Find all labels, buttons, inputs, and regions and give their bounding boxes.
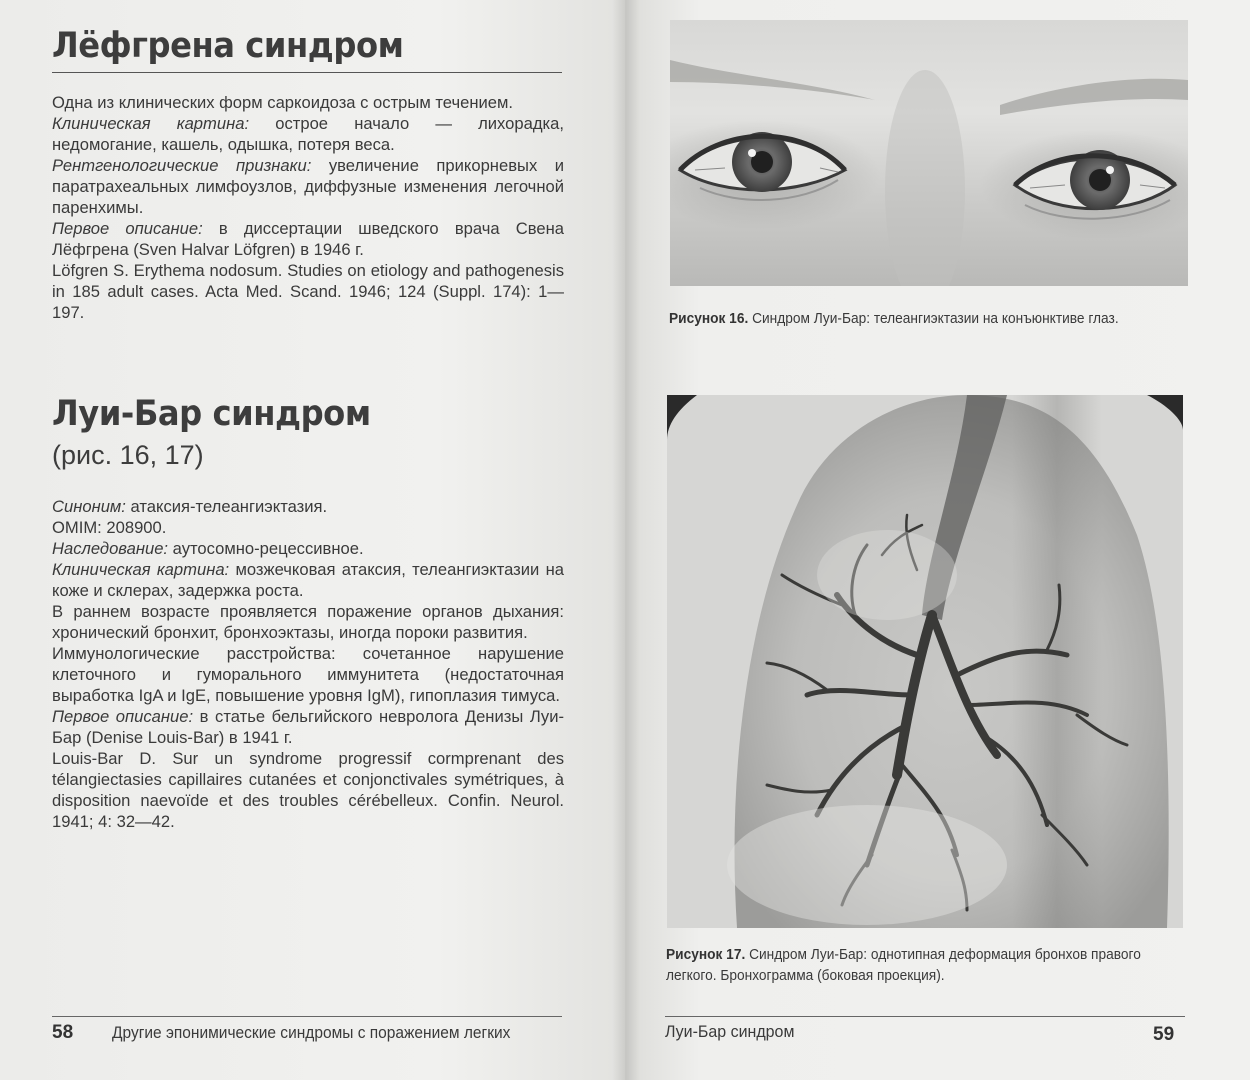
paragraph-text: в статье бельгийского невролога Денизы Луи-Бар (Denise Louis-Bar) в 1941 г.	[52, 707, 564, 747]
figure-label: Рисунок 16.	[669, 311, 749, 327]
paragraph-text: атаксия-телеангиэктазия.	[125, 497, 328, 516]
paragraph-text: острое начало — лихорадка, недомогание, кашель, одышка, потеря веса.	[52, 114, 564, 154]
paragraph	[52, 517, 564, 538]
running-title: Луи-Бар синдром	[665, 1022, 795, 1041]
section-subtitle: (рис. 16, 17)	[52, 440, 204, 470]
paragraph-text: Иммунологические расстройства: сочетанное нарушение клеточного и гуморального иммунитета (недостаточная выработка IgA и IgE, повышение уровня IgM), гипоплазия тимуса.	[52, 644, 564, 705]
paragraph-text: В раннем возрасте проявляется поражение органов дыхания: хронический бронхит, бронхоэктазы, иногда пороки развития.	[52, 602, 564, 642]
running-title: Другие эпонимические синдромы с поражением легких	[112, 1024, 511, 1042]
paragraph-label: Первое описание:	[52, 219, 203, 238]
paragraph	[52, 92, 564, 113]
paragraph-text: в диссертации шведского врача Свена Лёфгрена (Sven Halvar Löfgren) в 1946 г.	[52, 219, 564, 259]
figure-caption-text: Синдром Луи-Бар: однотипная деформация бронхов правого легкого. Бронхограмма (боковая проекция).	[666, 947, 1141, 984]
paragraph	[52, 601, 564, 643]
reference	[52, 260, 564, 323]
reference-text: Louis-Bar D. Sur un syndrome progressif cormprenant des télangiectasies capillaires cutanées et conjonctivales symétriques, à disposition naevoïde et des troubles cérébelleux. Confin. Neurol. 1941; 4: 32—42.	[52, 749, 564, 831]
paragraph	[52, 218, 564, 260]
footer-rule	[665, 1016, 1185, 1017]
figure-16-caption	[669, 309, 1177, 330]
title-rule	[52, 72, 562, 73]
paragraph-label: Синоним:	[52, 497, 126, 516]
paragraph-label: Рентгенологические признаки:	[52, 156, 312, 175]
figure-17-caption	[666, 945, 1178, 987]
section-body-louis-bar	[52, 496, 564, 832]
paragraph-text: Одна из клинических форм саркоидоза с острым течением.	[52, 93, 514, 112]
paragraph	[52, 706, 564, 748]
paragraph	[52, 559, 564, 601]
figure-label: Рисунок 17.	[666, 947, 746, 963]
paragraph	[52, 643, 564, 706]
footer-rule	[52, 1016, 562, 1017]
paragraph-label: Наследование:	[52, 539, 169, 558]
page-number: 59	[1153, 1024, 1175, 1045]
bronchogram-xray-icon	[667, 395, 1183, 928]
paragraph-label: Первое описание:	[52, 707, 194, 726]
paragraph-label: Клиническая картина:	[52, 114, 250, 133]
figure-caption-text: Синдром Луи-Бар: телеангиэктазии на конъюнктиве глаз.	[748, 311, 1119, 327]
section-title-lofgren: Лёфгрена синдром	[52, 26, 404, 66]
book-gutter	[612, 0, 640, 1080]
paragraph-text: аутосомно-рецессивное.	[168, 539, 364, 558]
paragraph-text: мозжечковая атаксия, телеангиэктазии на коже и склерах, задержка роста.	[52, 560, 564, 600]
paragraph	[52, 496, 564, 517]
eyes-photo-icon	[670, 20, 1188, 286]
paragraph	[52, 155, 564, 218]
figure-17-bronchogram	[667, 395, 1183, 928]
paragraph-text: OMIM: 208900.	[52, 518, 167, 537]
figure-16-photo	[670, 20, 1188, 286]
reference-text: Löfgren S. Erythema nodosum. Studies on etiology and pathogenesis in 185 adult cases. Acta Med. Scand. 1946; 124 (Suppl. 174): 1—197.	[52, 261, 564, 322]
paragraph	[52, 113, 564, 155]
paragraph	[52, 538, 564, 559]
reference	[52, 748, 564, 832]
section-body-lofgren	[52, 92, 564, 323]
section-title-louis-bar: Луи-Бар синдром	[52, 394, 371, 434]
paragraph-text: увеличение прикорневых и паратрахеальных лимфоузлов, диффузные изменения легочной паренхимы.	[52, 156, 565, 217]
paragraph-label: Клиническая картина:	[52, 560, 230, 579]
page-number: 58	[52, 1022, 74, 1043]
